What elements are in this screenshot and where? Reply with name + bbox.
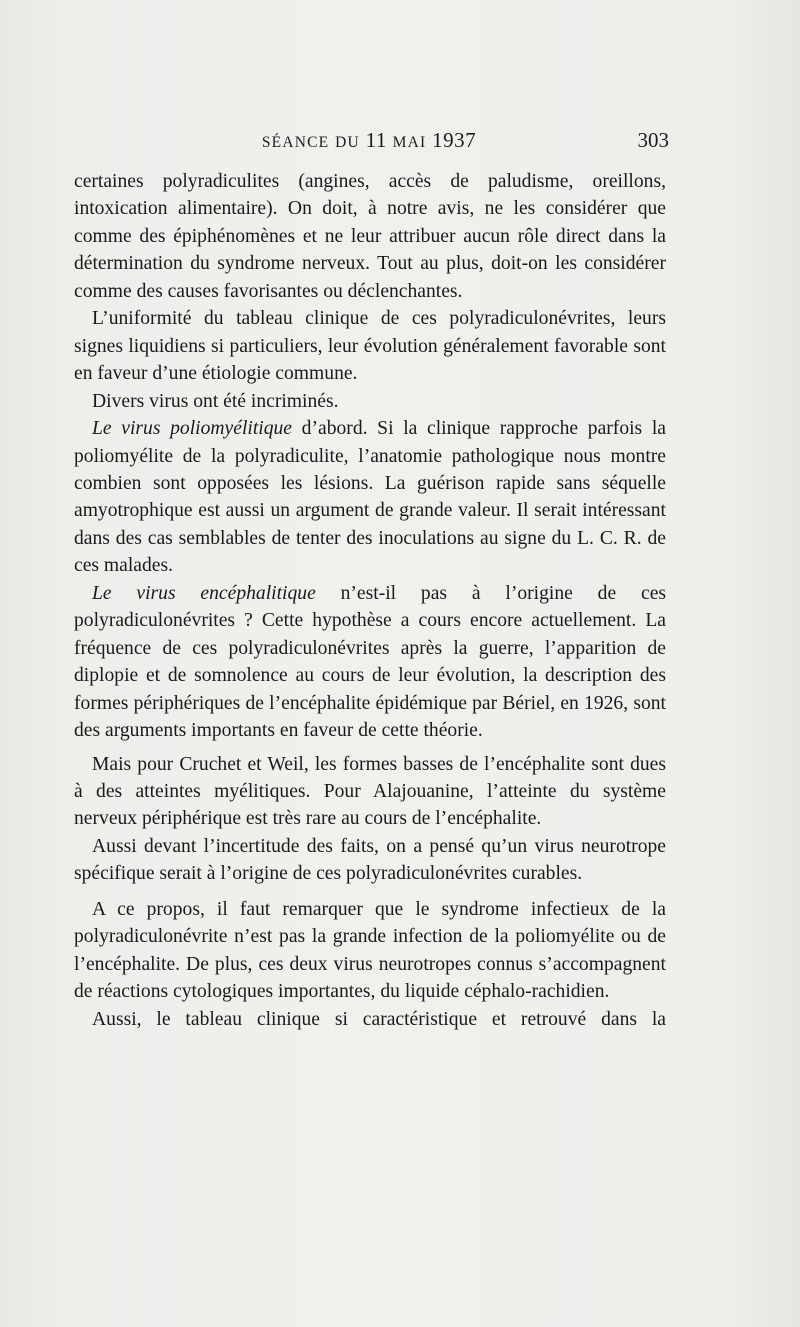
paragraph-3: Divers virus ont été incriminés. [92, 390, 339, 412]
header-du: DU [335, 134, 360, 151]
header-month: MAI [392, 134, 427, 151]
running-title [74, 128, 664, 153]
paragraph-5 [74, 580, 666, 745]
paragraph-7: Aussi devant l’incertitude des faits, on a pensé qu’un virus neurotrope spécifique serait à l’origine de ces polyradiculonévrites curables. [74, 835, 666, 885]
paragraph-8: A ce propos, il faut remarquer que le syndrome infectieux de la polyradiculonévrite n’est pas la grande infection de la poliomyélite ou de l’encéphalite. De plus, ces deux virus neurotropes connus s’accompagnent de réactions cytologiques importantes, du liquide céphalo-rachidien. [74, 898, 666, 1003]
paragraph-5-text: n’est-il pas à l’origine de ces polyradiculonévrites ? Cette hypothèse a cours encore actuellement. La fréquence de ces polyradiculonévrites après la guerre, l’apparition de diplopie et de somnolence au cours de leur évolution, la description des formes périphériques de l’encéphalite épidémique par Bériel, en 1926, sont des arguments importants en faveur de cette théorie. [74, 582, 667, 742]
header-year: 1937 [432, 128, 477, 152]
paragraph-9: Aussi, le tableau clinique si caractéristique et retrouvé dans la [92, 1008, 666, 1030]
paragraph-2: L’uniformité du tableau clinique de ces polyradiculonévrites, leurs signes liquidiens si particuliers, leur évolution généralement favorable sont en faveur d’une étiologie commune. [74, 308, 666, 385]
paragraph-6: Mais pour Cruchet et Weil, les formes basses de l’encéphalite sont dues à des atteintes myélitiques. Pour Alajouanine, l’atteinte du système nerveux périphérique est très rare au cours de l’encéphalite. [74, 753, 666, 830]
body-text [74, 168, 666, 1033]
paragraph-4-text: d’abord. Si la clinique rapproche parfois la poliomyélite de la polyradiculite, l’anatomie pathologique nous montre combien sont opposées les lésions. La guérison rapide sans séquelle amyotrophique est aussi un argument de grande valeur. Il serait intéressant dans des cas semblables de tenter des inoculations au signe du L. C. R. de ces malades. [74, 418, 666, 577]
paragraph-1: certaines polyradiculites (angines, accès de paludisme, oreillons, intoxication alimentaire). On doit, à notre avis, ne les considérer que comme des épiphénomènes et ne leur attribuer aucun rôle direct dans la détermination du syndrome nerveux. Tout au plus, doit-on les considérer comme des causes favorisantes ou déclenchantes. [74, 171, 666, 302]
paragraph-4 [74, 415, 666, 580]
header-day: 11 [365, 128, 387, 152]
paragraph-4-italic: Le virus poliomyélitique [92, 418, 293, 440]
page-number: 303 [637, 128, 669, 152]
running-header [74, 128, 669, 154]
paragraph-5-italic: Le virus encéphalitique [92, 582, 316, 604]
header-seance: SÉANCE [261, 134, 330, 151]
